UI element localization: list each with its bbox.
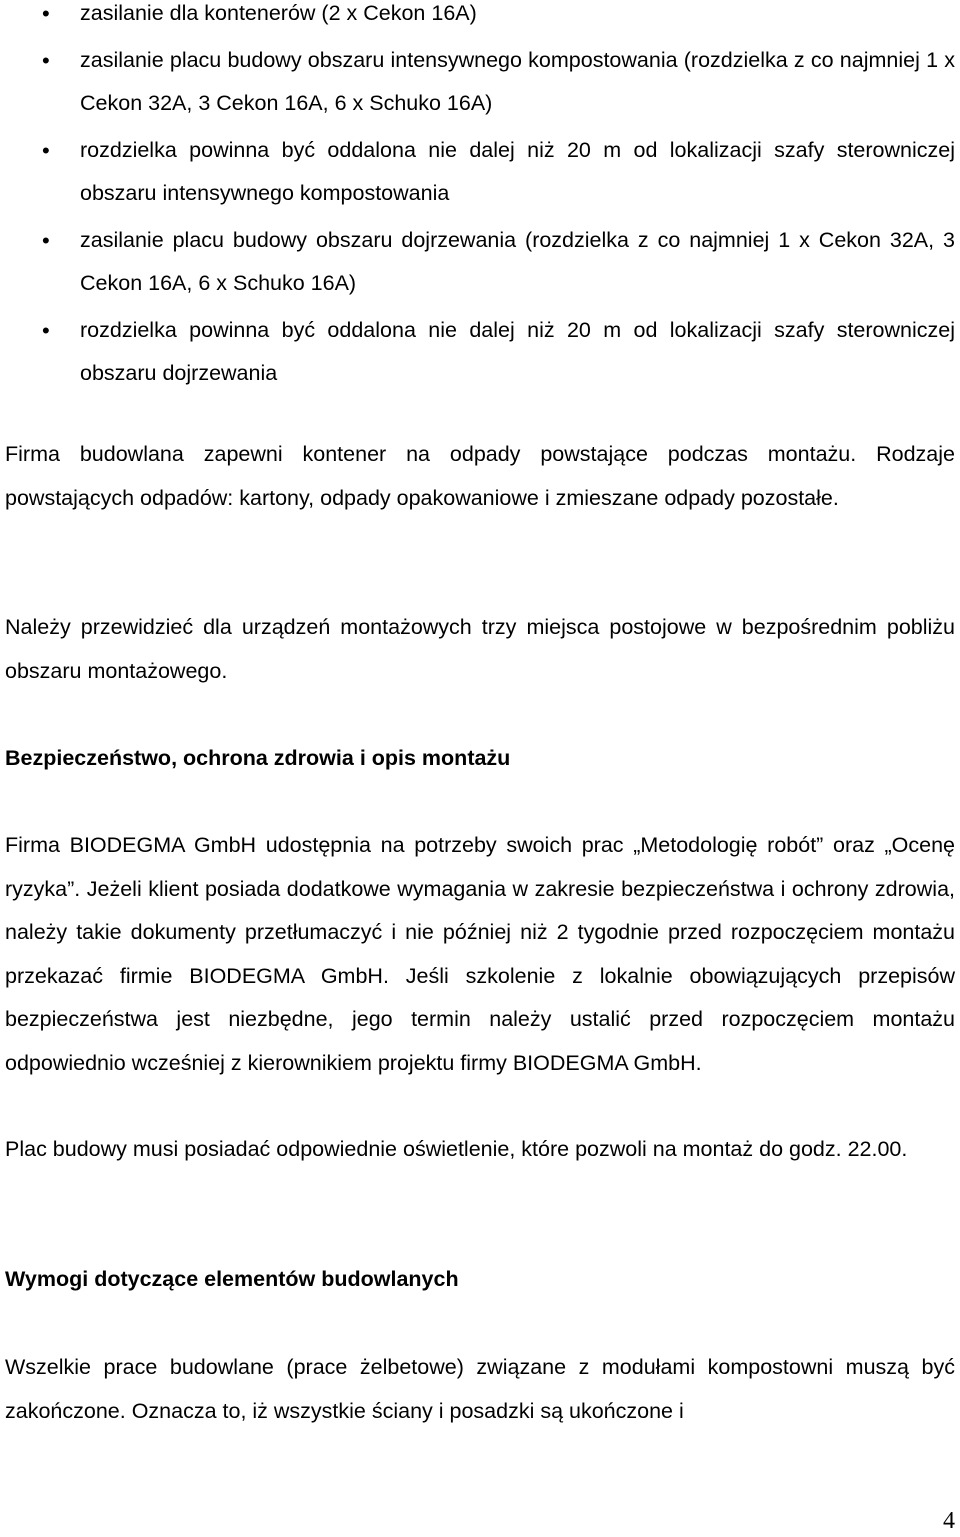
power-supply-list (0, 0, 960, 396)
safety-heading: Bezpieczeństwo, ochrona zdrowia i opis montażu (5, 746, 511, 770)
list-item: • rozdzielka powinna być oddalona nie dalej niż 20 m od lokalizacji szafy sterowniczej obszaru dojrzewania (0, 309, 955, 396)
waste-paragraph: Firma budowlana zapewni kontener na odpady powstające podczas montażu. Rodzaje powstających odpadów: kartony, odpady opakowaniowe i zmieszane odpady pozostałe. (5, 442, 955, 510)
list-item: • zasilanie dla kontenerów (2 x Cekon 16A) (0, 0, 955, 36)
list-item: • rozdzielka powinna być oddalona nie dalej niż 20 m od lokalizacji szafy sterowniczej obszaru intensywnego kompostowania (0, 129, 955, 216)
lighting-paragraph: Plac budowy musi posiadać odpowiednie oświetlenie, które pozwoli na montaż do godz. 22.00. (5, 1137, 908, 1161)
building-heading: Wymogi dotyczące elementów budowlanych (5, 1267, 459, 1291)
list-item: • zasilanie placu budowy obszaru intensywnego kompostowania (rozdzielka z co najmniej 1 x Cekon 32A, 3 Cekon 16A, 6 x Schuko 16A) (0, 39, 955, 126)
list-item: • zasilanie placu budowy obszaru dojrzewania (rozdzielka z co najmniej 1 x Cekon 32A, 3 Cekon 16A, 6 x Schuko 16A) (0, 219, 955, 306)
parking-paragraph: Należy przewidzieć dla urządzeń montażowych trzy miejsca postojowe w bezpośrednim pobliżu obszaru montażowego. (5, 615, 955, 683)
building-paragraph: Wszelkie prace budowlane (prace żelbetowe) związane z modułami kompostowni muszą być zakończone. Oznacza to, iż wszystkie ściany i posadzki są ukończone i (5, 1355, 955, 1423)
safety-paragraph: Firma BIODEGMA GmbH udostępnia na potrzeby swoich prac „Metodologię robót” oraz „Ocenę ryzyka”. Jeżeli klient posiada dodatkowe wymagania w zakresie bezpieczeństwa i ochrony zdrowia, należy takie dokumenty przetłumaczyć i nie później niż 2 tygodnie przed rozpoczęciem montażu przekazać firmie BIODEGMA GmbH. Jeśli szkolenie z lokalnie obowiązujących przepisów bezpieczeństwa jest niezbędne, jego termin należy ustalić przed rozpoczęciem montażu odpowiednio wcześniej z kierownikiem projektu firmy BIODEGMA GmbH. (5, 833, 955, 1075)
page-number: 4 (943, 1508, 955, 1534)
